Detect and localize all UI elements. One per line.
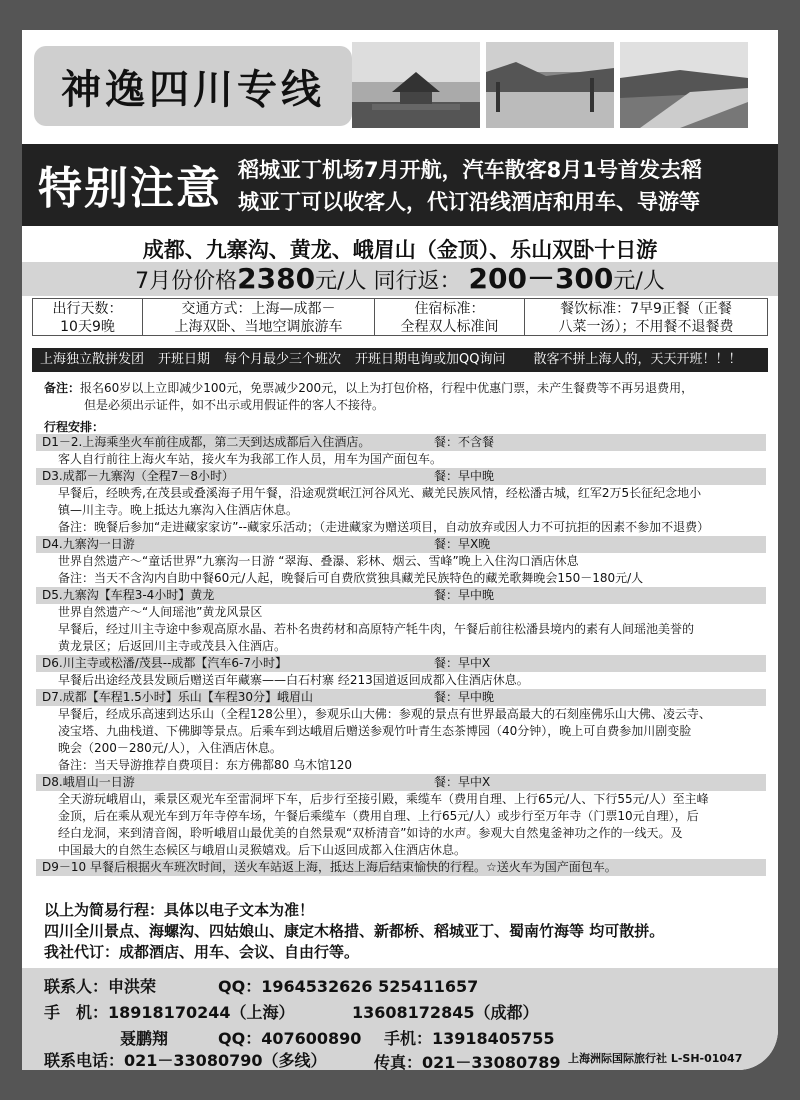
day-description-line: 世界自然遗产～“人间瑶池”黄龙风景区 [58, 605, 263, 619]
contact-qq2: 407600890 [261, 1029, 362, 1048]
itinerary-day [36, 689, 766, 774]
day-description-line: 世界自然遗产～“童话世界”九寨沟一日游 “翠海、叠瀑、彩林、烟云、雪峰”晚上入住沟口酒店休息 [58, 554, 579, 568]
rebate-value: 200－300 [468, 262, 614, 295]
contact-qq2-label: QQ： [218, 1029, 262, 1048]
contact-fax: 021－33080789 [422, 1053, 561, 1070]
day-title: D3.成都－九寨沟（全程7－8小时） [42, 469, 234, 483]
contact-qq2-line [218, 1026, 361, 1049]
price-value: 2380 [237, 262, 316, 295]
day-description-line: 经白龙洞，来到清音阁，聆听峨眉山最优美的自然景观“双桥清音”如诗的水声。参观大自然鬼釜神功之作的一线天。及 [58, 826, 683, 840]
special-notice [22, 144, 778, 226]
contact-person: 申洪荣 [108, 977, 157, 996]
itinerary-day [36, 859, 766, 876]
info-transport [143, 299, 375, 335]
itinerary [36, 434, 766, 876]
contact-qq-line [218, 974, 478, 997]
lodging-line-1: 住宿标准： [414, 301, 485, 317]
day-description-line: 晚会（200－280元/人），入住酒店休息。 [58, 741, 282, 755]
contact-phone-1: 18918170244（上海） [108, 1003, 295, 1022]
photo-temple [352, 42, 480, 128]
day-description-line: 凌宝塔、九曲栈道、下佛脚等景点。后乘车到达峨眉后赠送参观竹叶青生态茶博园（40分钟），晚上可自费参加川剧变脸 [58, 724, 692, 738]
day-header [36, 536, 766, 553]
day-description-line: 客人自行前往上海火车站，接火车为我部工作人员，用车为国产面包车。 [58, 452, 443, 466]
contact-person-2: 聂鹏翔 [120, 1029, 169, 1048]
days-label: 出行天数： [52, 301, 123, 317]
transport-line-1: 交通方式：上海—成都－ [181, 301, 336, 317]
day-title: D6.川主寺或松潘/茂县--成都【汽车6-7小时】 [42, 656, 287, 670]
contact-mobile2-line [384, 1026, 554, 1049]
info-lodging [375, 299, 525, 335]
contact-qq-label: QQ： [218, 977, 262, 996]
contact-phone-2: 13608172845（成都） [352, 1003, 539, 1022]
schedule-part-5: 散客不拼上海人的，天天开班！！！ [533, 352, 742, 367]
notes-text-1: 报名60岁以上立即减少100元，免票减少200元，以上为打包价格，行程中优惠门票，未产生餐费等不再另退费用， [80, 381, 694, 395]
day-title: D5.九寨沟【车程3-4小时】黄龙 [42, 588, 215, 602]
itinerary-heading: 行程安排： [44, 420, 105, 434]
itinerary-day [36, 468, 766, 536]
summary-line-3: 我社代订：成都酒店、用车、会议、自由行等。 [44, 943, 360, 961]
contact-qq: 1964532626 525411657 [261, 977, 479, 996]
day-meal: 餐：早X晚 [434, 537, 491, 551]
day-meal: 餐：不含餐 [434, 435, 495, 449]
flyer-sheet [22, 30, 778, 1070]
day-header [36, 434, 766, 451]
day-description-line: 黄龙景区；后返回川主寺或茂县入住酒店。 [58, 639, 287, 653]
day-header [36, 774, 766, 791]
day-meal: 餐：早中X [434, 775, 491, 789]
day-title: D4.九寨沟一日游 [42, 537, 135, 551]
agency-license: 上海洲际国际旅行社 L-SH-01047 [568, 1052, 743, 1065]
contact-person-label: 联系人： [44, 977, 109, 996]
meals-line-2: 八菜一汤）；不用餐不退餐费 [558, 319, 734, 335]
meals-line-1: 餐饮标准：7早9正餐（正餐 [560, 301, 732, 317]
day-title: D7.成都【车程1.5小时】乐山【车程30分】峨眉山 [42, 690, 314, 704]
day-description-line: 备注：当天不含沟内自助中餐60元/人起，晚餐后可自费欣赏独具藏羌民族特色的藏羌歌舞晚会150－180元/人 [58, 571, 644, 585]
contact-mobile2: 13918405755 [432, 1029, 555, 1048]
day-description-line: 早餐后，经映秀,在茂县或叠溪海子用午餐，沿途观赏岷江河谷风光、藏羌民族风情，经松潘古城，红军2万5长征纪念地小 [58, 486, 702, 500]
itinerary-day [36, 587, 766, 655]
schedule-bar [32, 348, 768, 372]
contact-person-line [44, 974, 156, 997]
brand-box [34, 46, 352, 126]
price-bar [22, 262, 778, 296]
info-days [33, 299, 143, 335]
photo-waterfall [486, 42, 614, 128]
day-header [36, 689, 766, 706]
contact-mobile2-label: 手机： [384, 1029, 433, 1048]
notes-label: 备注： [44, 381, 81, 395]
price-prefix: 7月份价格 [135, 269, 238, 294]
day-meal: 餐：早中晚 [434, 588, 495, 602]
day-title: D8.峨眉山一日游 [42, 775, 135, 789]
day-header [36, 587, 766, 604]
contact-block [22, 968, 778, 1070]
itinerary-day [36, 434, 766, 468]
day-description-line: 备注：当天导游推荐自费项目：东方佛都80 乌木馆120 [58, 758, 352, 772]
day-meal: 餐：早中X [434, 656, 491, 670]
day-meal: 餐：早中晚 [434, 690, 495, 704]
contact-tel-label: 联系电话： [44, 1051, 125, 1070]
day-header [36, 468, 766, 485]
contact-tel-line [44, 1048, 326, 1070]
itinerary-day [36, 536, 766, 587]
notes [44, 380, 744, 414]
day-description-line: 早餐后，经过川主寺途中参观高原水晶、若朴名贵药材和高原特产牦牛肉，午餐后前往松潘县境内的素有人间瑶池美誉的 [58, 622, 695, 636]
schedule-part-4: 开班日期电询或加QQ询问 [355, 352, 506, 367]
contact-phone-label: 手 机： [44, 1003, 109, 1022]
notice-line-2: 城亚丁可以收客人，代订沿线酒店和用车、导游等 [238, 190, 700, 214]
summary-line-2: 四川全川景点、海螺沟、四姑娘山、康定木格措、新都桥、稻城亚丁、蜀南竹海等 均可散拼。 [44, 922, 665, 940]
day-description-line: 金顶，后在乘从观光车到万年寺停车场，午餐后乘缆车（费用自理、上行65元/人）或步行至万年寺（门票10元自理），后 [58, 809, 699, 823]
day-description-line: 镇—川主寺。晚上抵达九寨沟入住酒店休息。 [58, 503, 299, 517]
info-table [32, 298, 768, 336]
price-unit: 元/人 同行返： [315, 269, 462, 294]
lodging-line-2: 全程双人标准间 [400, 319, 499, 335]
day-title: D1－2.上海乘坐火车前往成都，第二天到达成都后入住酒店。 [42, 435, 371, 449]
notice-text [238, 154, 768, 218]
day-description-line: 中国最大的自然生态候区与峨眉山灵猴嬉戏。后下山返回成都入住酒店休息。 [58, 843, 467, 857]
day-description-line: 早餐后，经成乐高速到达乐山（全程128公里），参观乐山大佛：参观的景点有世界最高最大的石刻座佛乐山大佛、凌云寺、 [58, 707, 711, 721]
notes-line-2: 但是必须出示证件，如不出示或用假证件的客人不接待。 [84, 398, 385, 412]
photo-river [620, 42, 748, 128]
day-description-line: 备注：晚餐后参加“走进藏家家访”--藏家乐活动；（走进藏家为赠送项目，自动放弃或因人力不可抗拒的因素不参加不退费） [58, 520, 710, 534]
notice-label: 特别注意 [38, 163, 222, 214]
notes-line-1 [44, 380, 744, 397]
info-meals [525, 299, 767, 335]
day-header [36, 655, 766, 672]
transport-line-2: 上海双卧、当地空调旅游车 [174, 319, 343, 335]
summary-line-1: 以上为简易行程：具体以电子文本为准！ [44, 901, 315, 919]
itinerary-day [36, 774, 766, 859]
day-description-line: 早餐后出途经茂县发顾后赠送百年藏寨——白石村寨 经213国道返回成都入住酒店休息。 [58, 673, 529, 687]
notice-line-1: 稻城亚丁机场7月开航，汽车散客8月1号首发去稻 [238, 158, 702, 182]
summary [44, 900, 764, 963]
day-description-line: 全天游玩峨眉山，乘景区观光车至雷洞坪下车，后步行至接引殿，乘缆车（费用自理、上行65元/人、下行55元/人）至主峰 [58, 792, 709, 806]
schedule-part-2: 开班日期 [158, 352, 211, 367]
day-meal: 餐：早中晚 [434, 469, 495, 483]
tour-title: 成都、九寨沟、黄龙、峨眉山（金顶）、乐山双卧十日游 [142, 238, 658, 262]
day-title: D9－10 早餐后根据火车班次时间，送火车站返上海，抵达上海后结束愉快的行程。☆送火车为国产面包车。 [42, 860, 617, 874]
schedule-part-3: 每个月最少三个班次 [224, 352, 342, 367]
header [22, 30, 778, 138]
brand-title: 神逸四川专线 [61, 66, 325, 113]
contact-fax-label: 传真： [374, 1053, 423, 1070]
day-header [36, 859, 766, 876]
rebate-unit: 元/人 [613, 269, 665, 294]
days-value: 10天9晚 [60, 319, 115, 335]
contact-tel: 021－33080790（多线） [124, 1051, 327, 1070]
contact-fax-line [374, 1050, 560, 1070]
schedule-part-1: 上海独立散拼发团 [40, 352, 145, 367]
contact-phone-line [44, 1000, 294, 1023]
itinerary-day [36, 655, 766, 689]
